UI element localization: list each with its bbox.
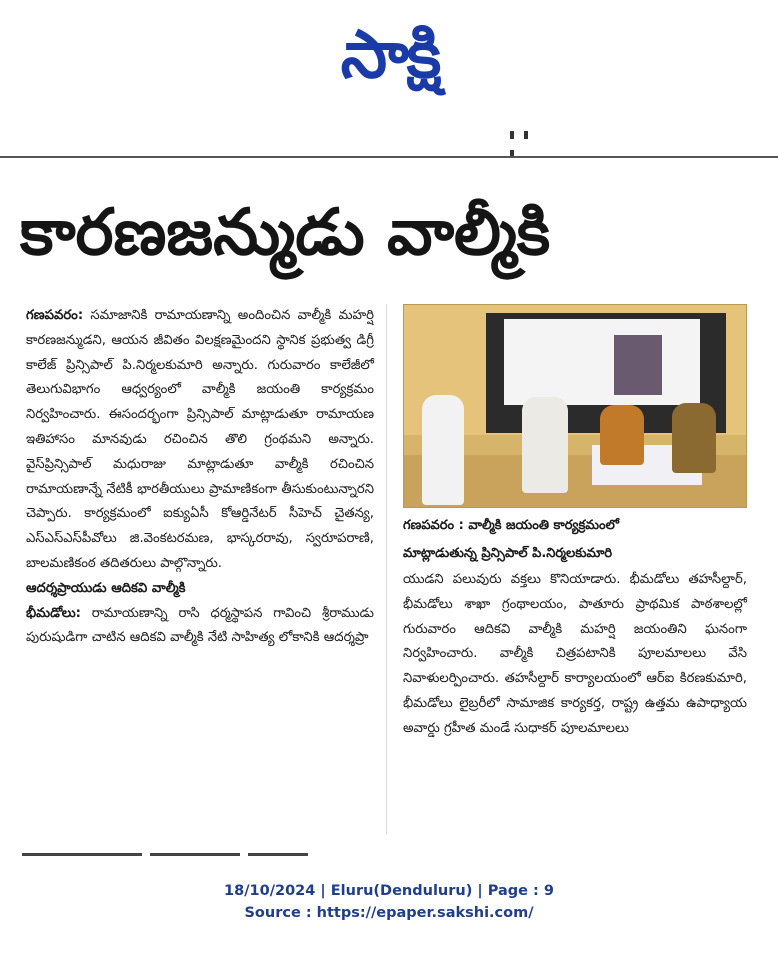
paragraph-text: సమాజానికి రామాయణాన్ని అందించిన వాల్మీకి మహర్షి కారణజన్ముడని, ఆయన జీవితం విలక్షణమైందని స్థానిక ప్రభుత్వ డిగ్రీ కాలేజ్ ప్రిన్సిపాల్ పి.నిర్మలకుమారి అన్నారు. గురువారం కాలేజీలో తెలుగువిభాగం ఆధ్వర్యంలో వాల్మీకి జయంతి కార్యక్రమం నిర్వహించారు. ఈసందర్భంగా ప్రిన్సిపాల్ మాట్లాడుతూ రామాయణ ఇతిహాసం మానవుడు రచించిన తొలి గ్రంథమని అన్నారు. వైస్‌ప్రిన్సిపాల్ మధురాజు మాట్లాడుతూ వాల్మీకి రచించిన రామాయణాన్నే నేటికీ భారతీయులు ప్రామాణికంగా తీసుకుంటున్నారని చెప్పారు. కార్యక్రమంలో ఐక్యుఏసీ కోఆర్డినేటర్ సీహెచ్ చైతన్య, ఎస్ఎస్ఎస్‌పీవోలు జి.వెంకటరమణ, భాస్కరరావు, స్వరూపరాణి, బాలమణికంఠ తదితరులు పాల్గొన్నారు. [26, 308, 374, 571]
paragraph-text: రామాయణాన్ని రాసి ధర్మస్థాపన గావించి శ్రీరాముడు పురుషుడిగా చాటిన ఆదికవి వాల్మీకి నేటి సాహిత్య లోకానికి ఆదర్శప్రా [26, 605, 374, 646]
event-photo [403, 304, 747, 508]
article-subhead: ఆదర్శప్రాయుడు ఆదికవి వాల్మీకి [26, 580, 186, 596]
paragraph-bhimadolu [26, 602, 374, 652]
left-column [26, 304, 374, 651]
photo-caption [403, 512, 753, 568]
sakshi-logo: సాక్షి [340, 16, 440, 93]
photo-person [422, 395, 464, 505]
caption-line: మాట్లాడుతున్న ప్రిన్సిపాల్ పి.నిర్మలకుమారి [403, 546, 613, 561]
photo-person [600, 405, 644, 465]
article-headline: కారణజన్ముడు వాల్మీకి [20, 196, 551, 270]
photo-projection-screen [504, 319, 700, 405]
photo-person [672, 403, 716, 473]
header-divider [0, 156, 778, 158]
caption-line: గణపవరం : వాల్మీకి జయంతి కార్యక్రమంలో [403, 518, 619, 533]
column-divider [386, 304, 387, 834]
photo-person [522, 397, 568, 493]
paragraph-ganapavaram [26, 304, 374, 577]
dateline: భీమడోలు: [26, 605, 81, 621]
footer-date-edition: 18/10/2024 | Eluru(Denduluru) | Page : 9 [224, 883, 554, 899]
footer-source: Source : https://epaper.sakshi.com/ [244, 905, 534, 921]
page-footer [0, 880, 778, 924]
paragraph-continued: యుడని పలువురు వక్తలు కొనియాడారు. భీమడోలు తహసీల్దార్, భీమడోలు శాఖా గ్రంథాలయం, పాతూరు ప్రాథమిక పాఠశాలల్లో గురువారం ఆదికవి వాల్మీకి మహర్షి జయంతిని ఘనంగా నిర్వహించారు. వాల్మీకి చిత్రపటానికి పూలమాలలు వేసి నివాళులర్పించారు. తహసీల్దార్ కార్యాలయంలో ఆర్ఐ కిరణకుమారి, భీమడోలు లైబ్రరీలో సామాజిక కార్యకర్త, రాష్ట్ర ఉత్తమ ఉపాధ్యాయ అవార్డు గ్రహీత మండే సుధాకర్ పూలమాలలు [403, 572, 747, 736]
dateline: గణపవరం: [26, 308, 84, 323]
right-column [403, 568, 747, 742]
cropped-text-fragment [510, 124, 550, 134]
cropped-text-fragment [22, 844, 762, 858]
photo-valmiki-portrait [614, 335, 662, 395]
masthead [0, 0, 778, 110]
